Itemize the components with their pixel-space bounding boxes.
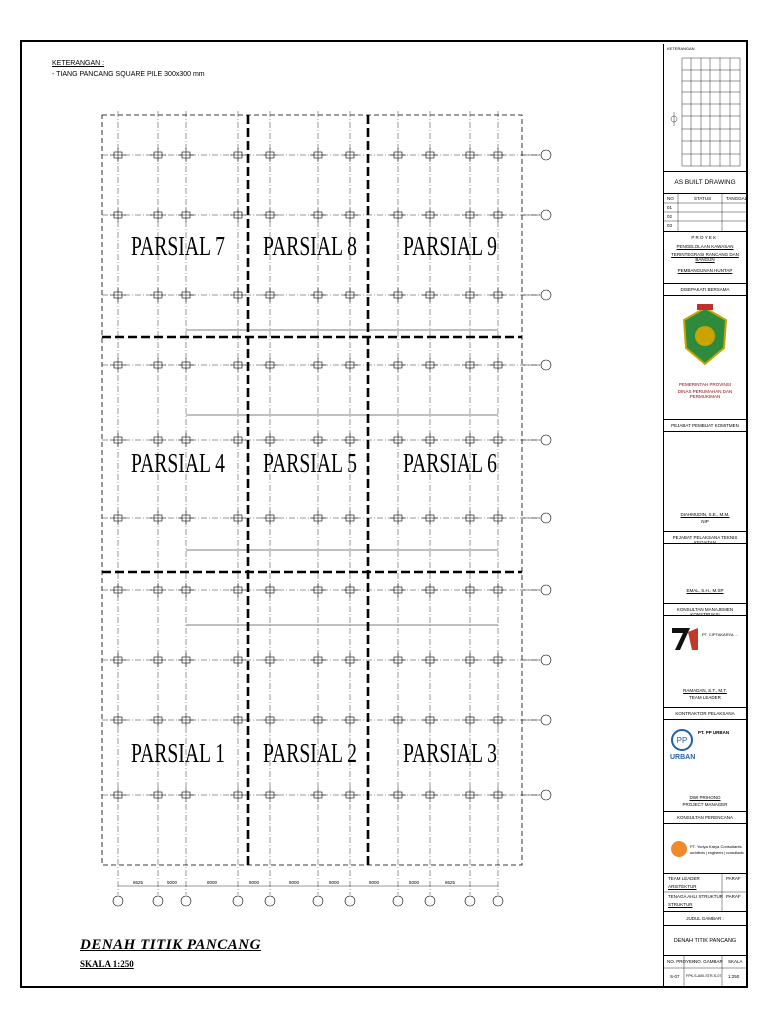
- pile-point: [150, 713, 166, 727]
- grid-axis-bubble: [233, 896, 243, 906]
- pile-point: [110, 433, 126, 447]
- proyek-label: P R O Y E K :: [691, 235, 719, 240]
- pile-point: [390, 148, 406, 162]
- pile-point: [390, 713, 406, 727]
- pile-point: [462, 653, 478, 667]
- owner-line: PEMERINTAH PROVINSI: [679, 382, 731, 387]
- pile-point: [178, 583, 194, 597]
- grid-axis-bubbles: [113, 150, 551, 906]
- pile-point: [490, 511, 506, 525]
- person2-name: EMAL, S.H., M.SP: [686, 588, 724, 593]
- pile-point: [110, 148, 126, 162]
- grid-axis-bubble: [465, 896, 475, 906]
- pile-point: [422, 288, 438, 302]
- proyek-line: TERINTEGRASI RANCANG DAN BANGUN: [671, 252, 739, 262]
- tenaga2-name: STRUKTUR: [668, 902, 693, 907]
- ppk2-label: PEJABAT PELAKSANA TEKNIS KEGIATAN: [672, 535, 738, 545]
- pile-point: [490, 653, 506, 667]
- revision-table: [664, 194, 746, 232]
- pile-point: [110, 358, 126, 372]
- parsial-label: PARSIAL 8: [263, 231, 357, 261]
- person3-name: RAMADAN, S.T., M.T.: [683, 688, 727, 693]
- konsultan-label: KONSULTAN MANAJEMEN KONSTRUKSI: [676, 607, 734, 617]
- ppk2-cell: [664, 532, 746, 544]
- pile-point: [390, 358, 406, 372]
- rev-row: 01: [667, 205, 673, 210]
- person1-cell: [664, 432, 746, 532]
- grid-axis-bubble: [113, 896, 123, 906]
- rev-header-date: TANGGAL: [726, 196, 748, 201]
- pile-point: [422, 433, 438, 447]
- pile-point: [230, 358, 246, 372]
- pile-point: [178, 511, 194, 525]
- pile-point: [110, 208, 126, 222]
- pile-point: [150, 433, 166, 447]
- pile-point: [310, 713, 326, 727]
- parsial-label: PARSIAL 2: [263, 738, 357, 768]
- ppk-label: PEJABAT PEMBUAT KOMITMEN: [671, 423, 739, 428]
- tenaga1-label: TEAM LEADER: [668, 876, 700, 881]
- person1-nip: NIP: [701, 519, 709, 524]
- pile-point: [230, 288, 246, 302]
- dimension-text: 8625: [444, 880, 456, 885]
- grid-axis-bubble: [541, 290, 551, 300]
- pile-point: [490, 148, 506, 162]
- pile-point: [342, 511, 358, 525]
- pile-point: [110, 511, 126, 525]
- proyek-line: PENGELOLAAN KAWASAN: [676, 244, 734, 249]
- pile-point: [342, 148, 358, 162]
- keterangan-label: KETERANGAN: [667, 46, 695, 51]
- parsial-label: PARSIAL 1: [131, 738, 225, 768]
- grid-lines: [102, 111, 540, 895]
- pile-point: [390, 288, 406, 302]
- disepakati-cell: [664, 284, 746, 296]
- tenaga1-name: ARSITEKTUR: [668, 884, 697, 889]
- dimension-text: 8000: [288, 880, 300, 885]
- grid-axis-bubble: [541, 360, 551, 370]
- judul-label: JUDUL GAMBAR :: [686, 916, 724, 921]
- notes-item: - TIANG PANCANG SQUARE PILE 300x300 mm: [52, 71, 205, 78]
- pile-point: [310, 288, 326, 302]
- pile-point: [150, 358, 166, 372]
- judul-cell: [664, 926, 746, 956]
- pile-point: [462, 208, 478, 222]
- pile-point: [422, 713, 438, 727]
- grid-axis-bubble: [425, 896, 435, 906]
- planner-logo-icon: [670, 840, 688, 858]
- pile-point: [110, 788, 126, 802]
- keterangan-cell: [664, 44, 746, 172]
- planner-cell: [664, 824, 746, 874]
- grid-axis-bubble: [541, 585, 551, 595]
- title-block: [663, 44, 746, 986]
- footer-header: NO. PROYEK: [667, 959, 696, 964]
- person4-role: PROJECT MANAGER: [682, 802, 728, 807]
- as-built-cell: [664, 172, 746, 194]
- pile-point: [342, 358, 358, 372]
- pile-point: [390, 208, 406, 222]
- owner-cell: [664, 296, 746, 420]
- pile-point: [462, 583, 478, 597]
- grid-axis-bubble: [313, 896, 323, 906]
- pile-point: [178, 288, 194, 302]
- pile-point: [110, 713, 126, 727]
- dimension-text: 5000: [166, 880, 178, 885]
- notes-heading: KETERANGAN :: [52, 60, 105, 67]
- dimension-text: 8000: [328, 880, 340, 885]
- kontraktor-cell: [664, 708, 746, 720]
- parsial-label: PARSIAL 9: [403, 231, 497, 261]
- pile-point: [422, 653, 438, 667]
- proyek-line: PEMBANGUNAN HUNTAP: [677, 268, 733, 273]
- pile-point: [230, 653, 246, 667]
- grid-axis-bubble: [541, 150, 551, 160]
- pile-point: [150, 208, 166, 222]
- grid-axis-bubble: [541, 790, 551, 800]
- pile-point: [310, 433, 326, 447]
- pile-point: [310, 653, 326, 667]
- grid-axis-bubble: [493, 896, 503, 906]
- pile-point: [178, 713, 194, 727]
- grid-axis-bubble: [181, 896, 191, 906]
- pile-point: [462, 288, 478, 302]
- pile-point: [342, 713, 358, 727]
- grid-axis-bubble: [265, 896, 275, 906]
- dimension-text: 8000: [248, 880, 260, 885]
- footer-cell: [664, 956, 746, 986]
- government-emblem-icon: [664, 302, 746, 372]
- pile-point: [230, 148, 246, 162]
- pile-point: [262, 148, 278, 162]
- pile-point: [262, 713, 278, 727]
- pile-point: [230, 788, 246, 802]
- planner-name: PT. Yodya Karya Consultants: [690, 844, 742, 849]
- pile-point: [422, 511, 438, 525]
- person3-role: TEAM LEADER: [689, 695, 721, 700]
- footer-value: 1:250: [728, 974, 740, 979]
- pile-point: [230, 583, 246, 597]
- parsial-label: PARSIAL 6: [403, 448, 497, 478]
- grid-axis-bubble: [541, 513, 551, 523]
- pile-point: [230, 511, 246, 525]
- pile-point: [490, 358, 506, 372]
- pile-point: [150, 788, 166, 802]
- key-plan-diagram: [664, 44, 746, 172]
- contractor-name: PT. PP URBAN: [698, 730, 730, 735]
- kontraktor-label: KONTRAKTOR PELAKSANA: [675, 711, 735, 716]
- pile-point: [462, 433, 478, 447]
- pile-point: [490, 713, 506, 727]
- pile-point: [342, 788, 358, 802]
- pile-point: [310, 208, 326, 222]
- pile-point: [390, 653, 406, 667]
- pile-point: [310, 788, 326, 802]
- parsial-label: PARSIAL 7: [131, 231, 225, 261]
- pile-point: [490, 788, 506, 802]
- pile-point: [342, 208, 358, 222]
- pile-point: [490, 288, 506, 302]
- pile-point: [230, 208, 246, 222]
- perencana-label: KONSULTAN PERENCANA: [676, 815, 734, 820]
- pile-point: [422, 358, 438, 372]
- pile-point: [422, 788, 438, 802]
- plan-title: DENAH TITIK PANCANG: [80, 937, 261, 953]
- pile-point: [462, 358, 478, 372]
- pile-point: [150, 288, 166, 302]
- pile-point: [490, 208, 506, 222]
- contractor-logo-text: URBAN: [670, 754, 696, 761]
- dimension-text: 5000: [408, 880, 420, 885]
- mk-cell: [664, 616, 746, 708]
- judul-label-cell: [664, 912, 746, 926]
- proyek-cell: [664, 232, 746, 284]
- pile-point: [178, 788, 194, 802]
- pile-point: [422, 208, 438, 222]
- grid-axis-bubble: [541, 715, 551, 725]
- pile-point: [110, 583, 126, 597]
- grid-axis-bubble: [393, 896, 403, 906]
- pile-point: [462, 713, 478, 727]
- footer-value: S-07: [670, 974, 680, 979]
- rev-header-status: STATUS: [694, 196, 712, 201]
- plan-scale: SKALA 1:250: [80, 959, 134, 969]
- mk-company-logo-icon: [670, 626, 700, 652]
- perencana-cell: [664, 812, 746, 824]
- tenaga2-sign: PARAF: [726, 894, 741, 899]
- grid-axis-bubble: [345, 896, 355, 906]
- tenaga2-label: TENAGA AHLI STRUKTUR: [668, 894, 724, 899]
- tenaga-ahli-cell: [664, 874, 746, 912]
- pile-point: [390, 583, 406, 597]
- grid-axis-bubble: [541, 435, 551, 445]
- dimension-text: 8000: [368, 880, 380, 885]
- person1-name: DIAHMUDIN, S.E., M.M.: [680, 512, 730, 517]
- pile-point: [490, 583, 506, 597]
- footer-header: NO. GAMBAR: [694, 959, 723, 964]
- pile-point: [150, 148, 166, 162]
- pile-point: [262, 511, 278, 525]
- pile-point: [310, 511, 326, 525]
- grid-axis-bubble: [541, 655, 551, 665]
- contractor-cell: [664, 720, 746, 812]
- parsial-label: PARSIAL 3: [403, 738, 497, 768]
- planner-sub: architects | engineers | consultants: [690, 851, 744, 855]
- as-built-label: AS BUILT DRAWING: [674, 179, 736, 186]
- pile-point: [262, 433, 278, 447]
- svg-text:PP: PP: [676, 736, 688, 745]
- pile-point: [262, 288, 278, 302]
- pile-point: [150, 583, 166, 597]
- pile-point: [310, 583, 326, 597]
- pile-point: [230, 433, 246, 447]
- konsultan-cell: [664, 604, 746, 616]
- pile-point: [310, 148, 326, 162]
- pile-point: [462, 511, 478, 525]
- person2-cell: [664, 544, 746, 604]
- pile-point: [178, 433, 194, 447]
- pile-point: [390, 433, 406, 447]
- grid-axis-bubble: [541, 210, 551, 220]
- parsial-label: PARSIAL 4: [131, 448, 226, 478]
- pile-point: [390, 788, 406, 802]
- pile-point: [110, 288, 126, 302]
- pile-point: [150, 511, 166, 525]
- disepakati-label: DISEPAKATI BERSAMA: [680, 287, 730, 292]
- pile-point: [342, 653, 358, 667]
- footer-value: FPK-S-A00-STR-S-07: [686, 974, 722, 978]
- grid-axis-bubble: [153, 896, 163, 906]
- judul-value: DENAH TITIK PANCANG: [673, 938, 737, 944]
- pile-point: [150, 653, 166, 667]
- pile-point: [342, 288, 358, 302]
- rev-row: 02: [667, 214, 673, 219]
- parsial-label: PARSIAL 5: [263, 448, 357, 478]
- footer-header: SKALA: [728, 959, 743, 964]
- dimension-text: 8625: [132, 880, 144, 885]
- dimension-texts: [133, 880, 456, 885]
- pile-point: [178, 148, 194, 162]
- pile-point: [110, 653, 126, 667]
- pile-point: [462, 788, 478, 802]
- owner-line: DINAS PERUMAHAN DAN PERMUKIMAN: [677, 389, 733, 399]
- person4-name: DWI PRIHONO: [689, 795, 721, 800]
- pile-point: [230, 713, 246, 727]
- pile-point: [342, 583, 358, 597]
- pile-point: [310, 358, 326, 372]
- pile-point: [462, 148, 478, 162]
- dimension-text: 8000: [206, 880, 218, 885]
- pile-point: [342, 433, 358, 447]
- pile-point: [178, 208, 194, 222]
- pile-point: [178, 358, 194, 372]
- pile-point: [490, 433, 506, 447]
- rev-row: 03: [667, 223, 673, 228]
- pile-point: [262, 208, 278, 222]
- mk-company: PT. CIPTAKARYA ...: [702, 632, 738, 637]
- rev-header-no: NO: [667, 196, 674, 201]
- ppk-cell: [664, 420, 746, 432]
- pile-point: [390, 511, 406, 525]
- pile-point: [262, 653, 278, 667]
- pile-point: [178, 653, 194, 667]
- pile-point: [422, 583, 438, 597]
- pile-point: [422, 148, 438, 162]
- pile-point: [262, 788, 278, 802]
- pile-point: [262, 583, 278, 597]
- tenaga1-sign: PARAF: [726, 876, 741, 881]
- pile-point: [262, 358, 278, 372]
- pp-logo-icon: [670, 728, 694, 752]
